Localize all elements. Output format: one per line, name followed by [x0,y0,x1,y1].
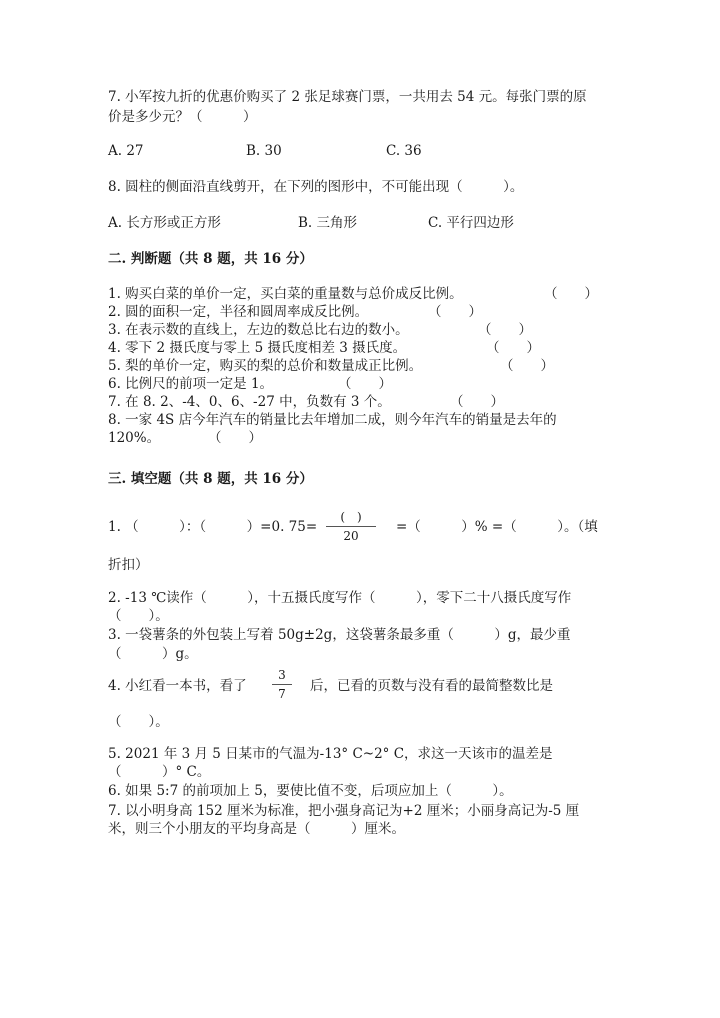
fraction-bar [326,526,376,527]
fill3-line2: （ ）g。 [108,646,198,662]
fill2-line2: （ ）。 [108,608,169,624]
q8-line1: 8. 圆柱的侧面沿直线剪开，在下列的图形中，不可能出现（ ）。 [108,179,524,195]
judge-blank-3[interactable]: （ ） [478,322,532,338]
fill5-line2: （ ）° C。 [108,764,211,780]
judge-item-3: 3. 在表示数的直线上，左边的数总比右边的数小。 [108,322,409,338]
fill4-line2: （ ）。 [108,714,169,730]
fill4-part-a: 4. 小红看一本书，看了 [108,678,247,694]
fill1-fraction-numerator[interactable]: ( ) [340,510,362,524]
q8-option-a[interactable]: A. 长方形或正方形 [108,215,221,231]
fill3-line1: 3. 一袋薯条的外包装上写着 50g±2g，这袋薯条最多重（ ）g，最少重 [108,627,571,643]
fill4-fraction [272,668,292,701]
judge-blank-5[interactable]: （ ） [500,358,554,374]
judge-item-1: 1. 购买白菜的单价一定，买白菜的重量数与总价成反比例。 [108,286,463,302]
section3-title: 三. 填空题（共 8 题，共 16 分） [108,471,313,487]
q7-line1: 7. 小军按九折的优惠价购买了 2 张足球赛门票，一共用去 54 元。每张门票的原 [108,89,587,105]
fill1-part-b: =（ ）% =（ ）。（填 [396,519,598,535]
fill1-line2: 折扣） [108,557,149,573]
fill1-fraction [326,510,376,543]
fill1-part-a: 1. （ ）：（ ）=0. 75= [108,519,318,535]
judge-item-2: 2. 圆的面积一定，半径和圆周率成反比例。 [108,304,369,320]
judge-item-8: 8. 一家 4S 店今年汽车的销量比去年增加二成，则今年汽车的销量是去年的 [108,412,557,428]
judge-item-7: 7. 在 8. 2、-4、0、6、-27 中，负数有 3 个。 [108,394,391,410]
judge-item-5: 5. 梨的单价一定，购买的梨的总价和数量成正比例。 [108,358,423,374]
judge-blank-7[interactable]: （ ） [450,394,504,410]
fraction-bar [272,684,292,685]
fill6-line1: 6. 如果 5:7 的前项加上 5，要使比值不变，后项应加上（ ）。 [108,783,513,799]
q7-option-b[interactable]: B. 30 [246,143,282,159]
q7-option-a[interactable]: A. 27 [108,143,144,159]
judge-blank-4[interactable]: （ ） [486,340,540,356]
q7-line2: 价是多少元？（ ） [108,109,257,125]
fill4-part-b: 后，已看的页数与没有看的最简整数比是 [310,678,553,694]
judge-item-8-line2: 120%。 [108,430,161,446]
fill5-line1: 5. 2021 年 3 月 5 日某市的气温为-13° C~2° C，求这一天该市的温差是 [108,746,553,762]
fill1-fraction-denominator: 20 [343,529,359,543]
fill4-fraction-numerator: 3 [278,668,286,682]
judge-blank-6[interactable]: （ ） [338,376,392,392]
judge-blank-2[interactable]: （ ） [428,304,482,320]
q8-option-b[interactable]: B. 三角形 [298,215,358,231]
section2-title: 二. 判断题（共 8 题，共 16 分） [108,251,313,267]
judge-item-6: 6. 比例尺的前项一定是 1。 [108,376,274,392]
judge-item-4: 4. 零下 2 摄氏度与零上 5 摄氏度相差 3 摄氏度。 [108,340,407,356]
judge-blank-8[interactable]: （ ） [208,430,262,446]
q8-option-c[interactable]: C. 平行四边形 [428,215,514,231]
fill2-line1: 2. -13 ℃读作（ ），十五摄氏度写作（ ），零下二十八摄氏度写作 [108,590,572,606]
judge-blank-1[interactable]: （ ） [544,286,598,302]
fill7-line1: 7. 以小明身高 152 厘米为标准，把小强身高记为+2 厘米；小丽身高记为-5 厘 [108,803,580,819]
q7-option-c[interactable]: C. 36 [386,143,422,159]
fill7-line2: 米，则三个小朋友的平均身高是（ ）厘米。 [108,821,405,837]
fill4-fraction-denominator: 7 [278,687,286,701]
